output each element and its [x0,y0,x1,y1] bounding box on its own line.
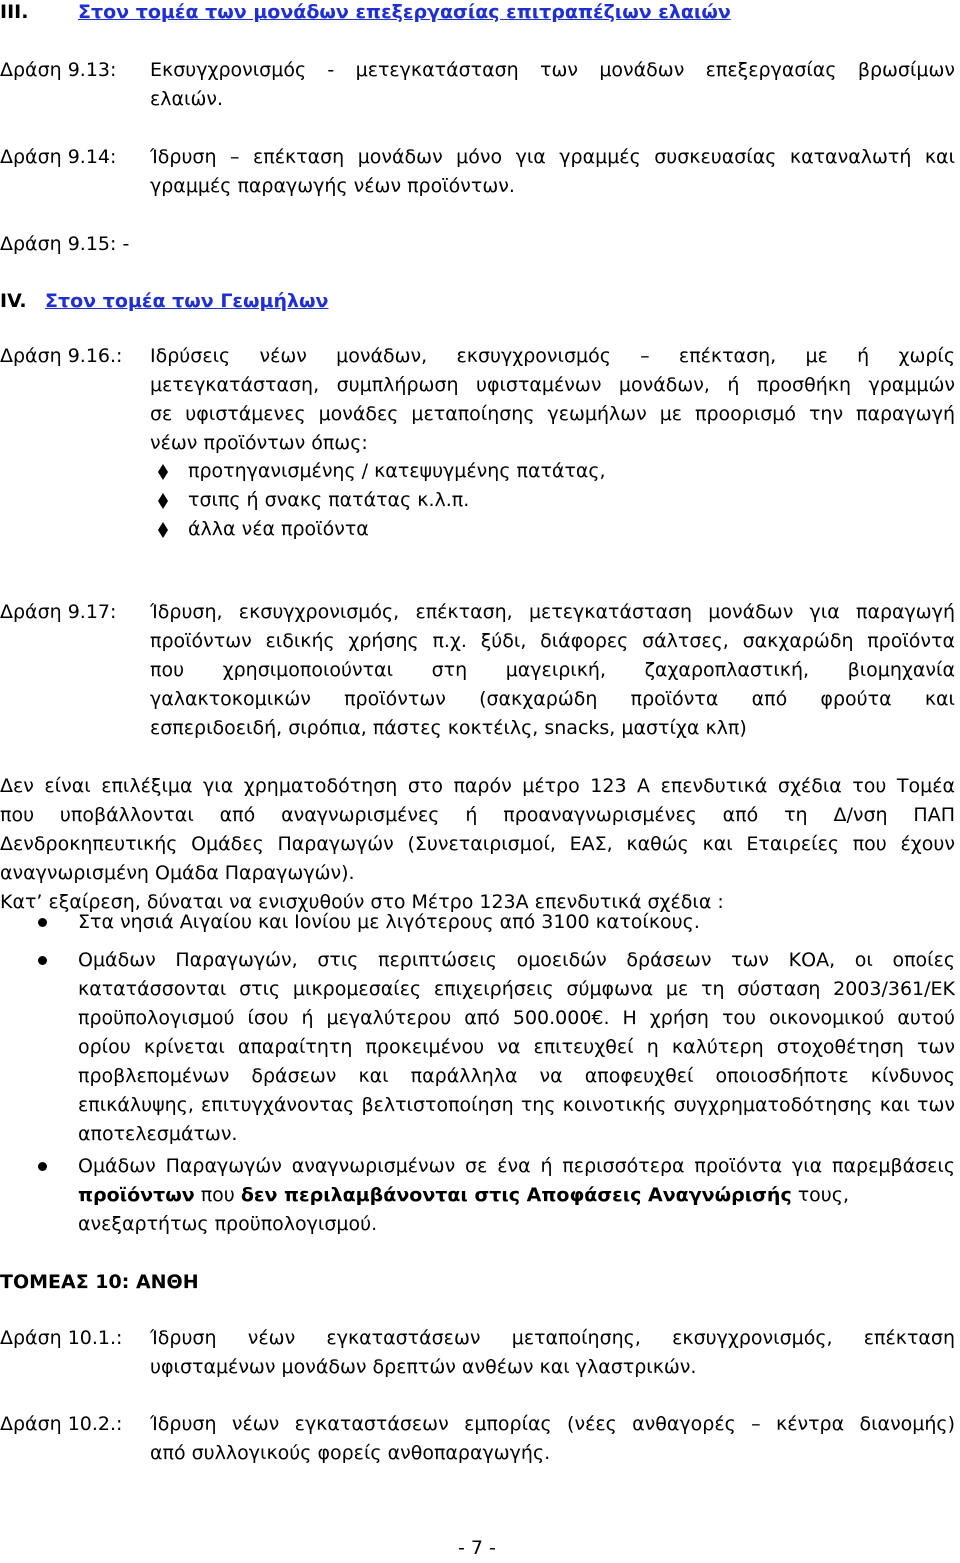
action-label: Δράση 9.17: [0,601,117,623]
action-label: Δράση 10.2.: [0,1413,123,1435]
action-text: Ιδρύσεις νέων μονάδων, εκσυγχρονισμός – επέκταση, με ή χωρίς [150,345,955,367]
exception-text: κατατάσσονται στις μικρομεσαίες επιχειρήσεις σύμφωνα με τη σύσταση 2003/361/ΕΚ [78,978,955,1000]
action-label: Δράση 9.14: [0,146,117,168]
section-title: Στον τομέα των μονάδων επεξεργασίας επιτραπέζιων ελαιών [78,1,731,23]
exception-text: προβλεπομένων δράσεων και παράλληλα να αποφευχθεί οποιοσδήποτε κίνδυνος [78,1065,955,1087]
bullet-dot-icon [38,956,47,965]
notice-text: αναγνωρισμένη Ομάδα Παραγωγών). [0,862,355,884]
action-text: ελαιών. [150,88,224,110]
diamond-bullet-icon [156,491,170,511]
action-text: Ίδρυση νέων εγκαταστάσεων εμπορίας (νέες ανθαγορές – κέντρα διανομής) [150,1413,955,1435]
exception-text-mixed [78,1181,849,1210]
diamond-bullet-icon [156,520,170,540]
notice-text: που υποβάλλονται από αναγνωρισμένες ή προαναγνωρισμένες από τη Δ/νση ΠΑΠ [0,804,955,826]
action-text: Ίδρυση, εκσυγχρονισμός, επέκταση, μετεγκατάσταση μονάδων για παραγωγή [150,601,955,623]
connector-text: που [194,1184,241,1206]
exception-text: ανεξαρτήτως προϋπολογισμού. [78,1213,378,1235]
exception-text: Ομάδων Παραγωγών αναγνωρισμένων σε ένα ή περισσότερα προϊόντα για παρεμβάσεις [78,1155,955,1177]
notice-text: Κατ’ εξαίρεση, δύναται να ενισχυθούν στο Μέτρο 123Α επενδυτικά σχέδια : [0,891,724,913]
action-text: Εκσυγχρονισμός - μετεγκατάσταση των μονάδων επεξεργασίας βρωσίμων [150,59,955,81]
action-label: Δράση 10.1.: [0,1327,123,1349]
emphasis-text: προϊόντων [78,1184,195,1206]
list-item: άλλα νέα προϊόντα [188,518,369,540]
sector-title: ΤΟΜΕΑΣ 10: ΑΝΘΗ [0,1271,199,1293]
action-text: μετεγκατάσταση, συμπλήρωση υφισταμένων μονάδων, ή προσθήκη γραμμών [150,374,955,396]
notice-text: Δεν είναι επιλέξιμα για χρηματοδότηση στο παρόν μέτρο 123 Α επενδυτικά σχέδια του Τομέα [0,775,955,797]
exception-text: Στα νησιά Αιγαίου και Ιονίου με λιγότερους από 3100 κατοίκους. [78,911,700,933]
exception-text: Ομάδων Παραγωγών, στις περιπτώσεις ομοειδών δράσεων των ΚΟΑ, οι οποίες [78,949,955,971]
exception-text: αποτελεσμάτων. [78,1123,238,1145]
section-numeral: III. [0,1,29,23]
action-text: σε υφιστάμενες μονάδες μεταποίησης γεωμήλων με προορισμό την παραγωγή [150,403,955,425]
notice-text: Δενδροκηπευτικής Ομάδες Παραγωγών (Συνεταιρισμοί, ΕΑΣ, καθώς και Εταιρείες που έχουν [0,833,955,855]
action-label: Δράση 9.13: [0,59,117,81]
diamond-bullet-icon [156,462,170,482]
section-title: Στον τομέα των Γεωμήλων [45,290,329,312]
bullet-dot-icon [38,1162,47,1171]
action-text: γραμμές παραγωγής νέων προϊόντων. [150,175,515,197]
action-text: που χρησιμοποιούνται στη μαγειρική, ζαχαροπλαστική, βιομηχανία [150,659,955,681]
action-text: από συλλογικούς φορείς ανθοπαραγωγής. [150,1442,551,1464]
list-item: τσιπς ή σνακς πατάτας κ.λ.π. [188,489,470,511]
action-text: γαλακτοκομικών προϊόντων (σακχαρώδη προϊόντα από φρούτα και [150,688,955,710]
page-number: - 7 - [458,1537,496,1559]
exception-text: προϋπολογισμού ίσου ή μεγαλύτερου από 500.000€. Η χρήση του οικονομικού αυτού [78,1007,955,1029]
action-text: προϊόντων ειδικής χρήσης π.χ. ξύδι, διάφορες σάλτσες, σακχαρώδη προϊόντα [150,630,955,652]
action-text: Ίδρυση νέων εγκαταστάσεων μεταποίησης, εκσυγχρονισμός, επέκταση [150,1327,955,1349]
action-text: εσπεριδοειδή, σιρόπια, πάστες κοκτέιλς, snacks, μαστίχα κλπ) [150,717,747,739]
emphasis-text: δεν περιλαμβάνονται στις Αποφάσεις Αναγνώρισής [240,1184,792,1206]
exception-text: ορίου κρίνεται απαραίτητη προκειμένου να επιτευχθεί η καλύτερη στοχοθέτηση των [78,1036,955,1058]
bullet-dot-icon [38,918,47,927]
action-label: Δράση 9.16.: [0,345,123,367]
connector-text: τους, [791,1184,849,1206]
action-text: Ίδρυση – επέκταση μονάδων μόνο για γραμμές συσκευασίας καταναλωτή και [150,146,955,168]
section-numeral: IV. [0,290,27,312]
action-label: Δράση 9.15: - [0,233,130,255]
action-text: υφισταμένων μονάδων δρεπτών ανθέων και γλαστρικών. [150,1356,697,1378]
list-item: προτηγανισμένης / κατεψυγμένης πατάτας, [188,460,606,482]
action-text: νέων προϊόντων όπως: [150,432,368,454]
exception-text: επικάλυψης, επιτυγχάνοντας βελτιστοποίηση της κοινοτικής συγχρηματοδότησης και των [78,1094,955,1116]
